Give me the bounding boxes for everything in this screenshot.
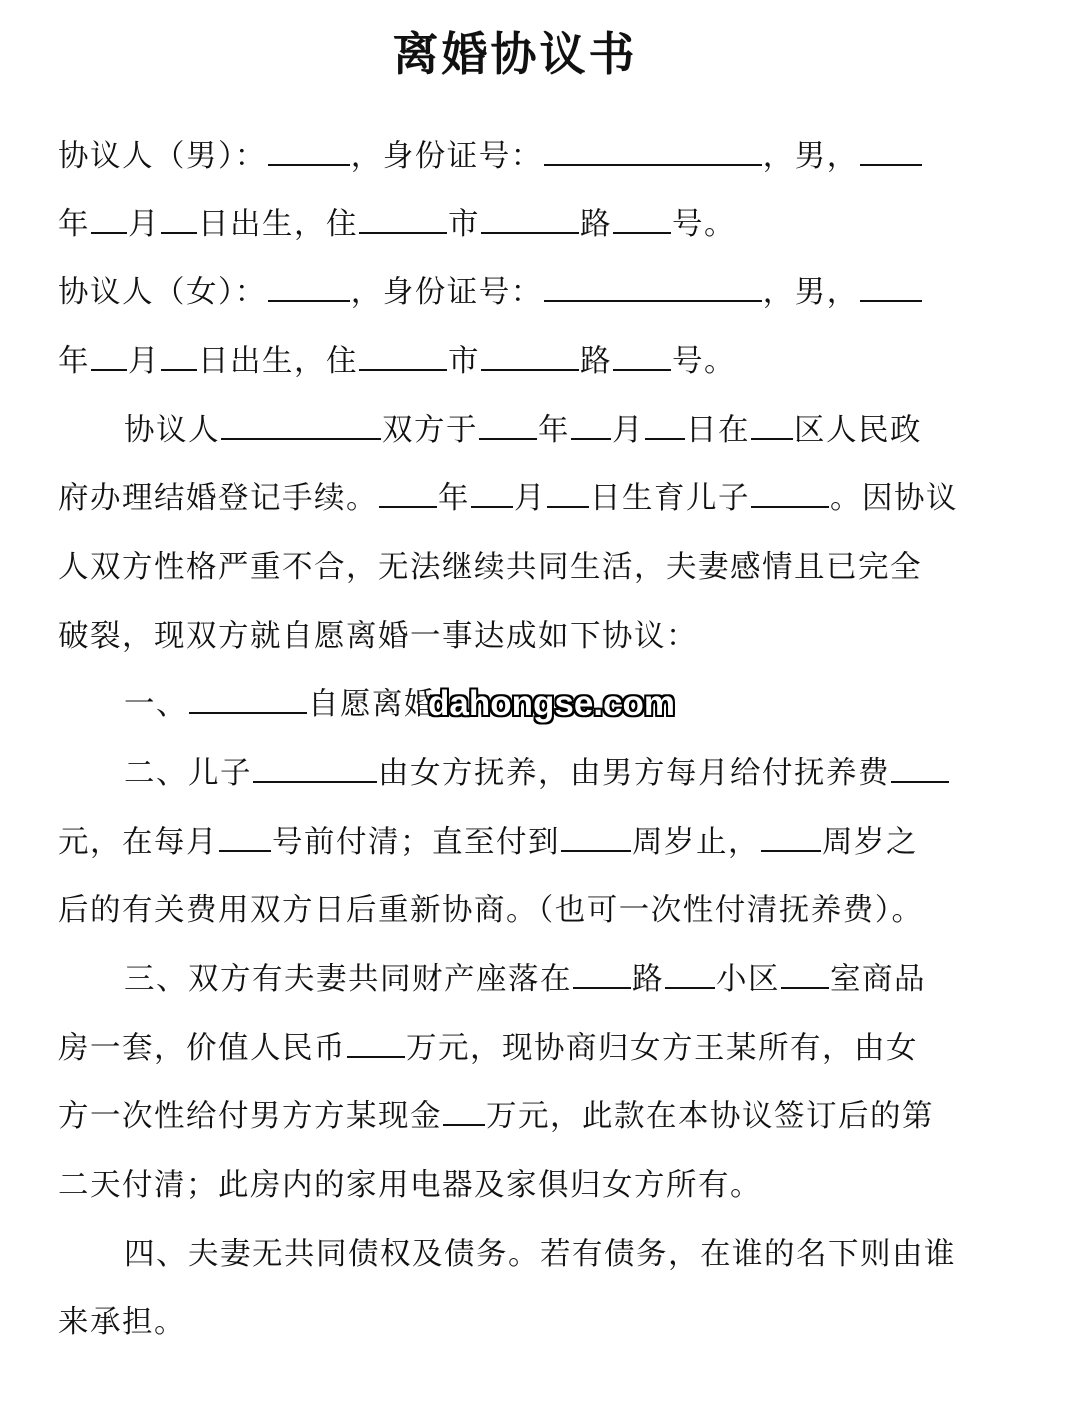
- blank-parties: [221, 414, 381, 440]
- blank-number: [613, 345, 671, 371]
- text-segment: 府办理结婚登记手续。: [58, 481, 378, 516]
- blank-age: [561, 826, 631, 852]
- blank-female-name: [268, 276, 350, 302]
- text-segment: 月: [128, 344, 160, 379]
- text-segment: 年: [58, 344, 90, 379]
- blank-support-amount: [891, 757, 949, 783]
- blank-year: [379, 482, 437, 508]
- blank-district: [751, 414, 793, 440]
- blank-room: [781, 963, 829, 989]
- text-segment: 路: [632, 962, 664, 997]
- marriage-registration-line-1: [124, 406, 1080, 456]
- text-segment: 万元，此款在本协议签订后的第: [486, 1099, 934, 1134]
- text-segment: 。因协议: [830, 481, 958, 516]
- text-segment: 协议人（男）：: [58, 139, 267, 174]
- reason-line-2: [58, 612, 1018, 662]
- text-segment: 协议人（女）：: [58, 275, 267, 310]
- text-segment: 一、: [124, 687, 188, 722]
- text-segment: ，男，: [762, 139, 859, 174]
- text-segment: 日生育儿子: [590, 481, 750, 516]
- text-segment: ，身份证号：: [350, 139, 543, 174]
- clause-3-line-3: [58, 1092, 1018, 1142]
- blank-road: [481, 345, 579, 371]
- blank-number: [613, 208, 671, 234]
- blank-city: [359, 345, 447, 371]
- text-segment: 小区: [716, 962, 780, 997]
- text-segment: 二、儿子: [124, 756, 252, 791]
- blank-month: [91, 208, 127, 234]
- text-segment: 双方于: [382, 413, 478, 448]
- blank-day: [161, 345, 197, 371]
- blank-month: [471, 482, 513, 508]
- blank-female-birth-year: [860, 276, 922, 302]
- blank-road: [481, 208, 579, 234]
- text-segment: 元，在每月: [58, 825, 218, 860]
- text-segment: 路: [580, 344, 612, 379]
- blank-son-name: [253, 757, 377, 783]
- text-segment: 后的有关费用双方日后重新协商。（也可一次性付清抚养费）。: [58, 893, 924, 928]
- blank-community: [665, 963, 715, 989]
- clause-2-line-1: [124, 749, 1080, 799]
- clause-2-line-2: [58, 818, 1018, 868]
- blank-city: [359, 208, 447, 234]
- text-segment: 日出生，住: [198, 207, 358, 242]
- blank-parties: [189, 688, 307, 714]
- clause-4-line-2: [58, 1298, 1018, 1348]
- text-segment: 日在: [686, 413, 750, 448]
- blank-male-name: [268, 140, 350, 166]
- text-segment: 方一次性给付男方方某现金: [58, 1099, 442, 1134]
- text-segment: 号。: [672, 344, 736, 379]
- blank-road: [573, 963, 631, 989]
- document-title: 离婚协议书: [392, 27, 638, 81]
- text-segment: 二天付清；此房内的家用电器及家俱归女方所有。: [58, 1168, 762, 1203]
- text-segment: 月: [128, 207, 160, 242]
- text-segment: 年: [538, 413, 570, 448]
- text-segment: 区人民政: [794, 413, 922, 448]
- blank-male-id: [544, 140, 762, 166]
- text-segment: 三、双方有夫妻共同财产座落在: [124, 962, 572, 997]
- text-segment: 周岁止，: [632, 825, 760, 860]
- blank-cash-amount: [443, 1100, 485, 1126]
- blank-pay-day: [219, 826, 271, 852]
- text-segment: 号前付清；直至付到: [272, 825, 560, 860]
- watermark: dahongse.com: [428, 684, 675, 723]
- text-segment: ，男，: [762, 275, 859, 310]
- reason-line-1: [58, 543, 1018, 593]
- text-segment: 协议人: [124, 413, 220, 448]
- clause-3-line-2: [58, 1024, 1018, 1074]
- text-segment: 四、夫妻无共同债权及债务。若有债务，在谁的名下则由谁: [124, 1237, 956, 1272]
- marriage-registration-line-2: [58, 474, 1018, 524]
- clause-3-line-1: [124, 955, 1080, 1005]
- text-segment: 年: [58, 207, 90, 242]
- blank-day: [547, 482, 589, 508]
- blank-female-id: [544, 276, 762, 302]
- text-segment: 万元，现协商归女方王某所有，由女: [406, 1031, 918, 1066]
- text-segment: 路: [580, 207, 612, 242]
- text-segment: 年: [438, 481, 470, 516]
- blank-day: [161, 208, 197, 234]
- text-segment: 室商品: [830, 962, 926, 997]
- text-segment: 自愿离婚: [308, 687, 436, 722]
- female-party-line-1: [58, 268, 1018, 318]
- blank-month: [571, 414, 611, 440]
- male-party-line-1: [58, 132, 1018, 182]
- text-segment: 人双方性格严重不合，无法继续共同生活，夫妻感情且已完全: [58, 550, 922, 585]
- text-segment: 破裂，现双方就自愿离婚一事达成如下协议：: [58, 619, 698, 654]
- male-party-line-2: [58, 200, 1018, 250]
- text-segment: 房一套，价值人民币: [58, 1031, 346, 1066]
- blank-house-value: [347, 1032, 405, 1058]
- blank-month: [91, 345, 127, 371]
- text-segment: 周岁之: [822, 825, 918, 860]
- clause-2-line-3: [58, 886, 1018, 936]
- blank-year: [479, 414, 537, 440]
- text-segment: 市: [448, 207, 480, 242]
- female-party-line-2: [58, 337, 1018, 387]
- clause-3-line-4: [58, 1161, 1018, 1211]
- text-segment: 来承担。: [58, 1305, 186, 1340]
- blank-day: [645, 414, 685, 440]
- text-segment: 由女方抚养，由男方每月给付抚养费: [378, 756, 890, 791]
- blank-male-birth-year: [860, 140, 922, 166]
- blank-son-name: [751, 482, 829, 508]
- text-segment: 月: [612, 413, 644, 448]
- text-segment: 月: [514, 481, 546, 516]
- clause-4-line-1: [124, 1230, 1080, 1280]
- text-segment: 市: [448, 344, 480, 379]
- text-segment: 号。: [672, 207, 736, 242]
- text-segment: ，身份证号：: [350, 275, 543, 310]
- blank-age: [761, 826, 821, 852]
- text-segment: 日出生，住: [198, 344, 358, 379]
